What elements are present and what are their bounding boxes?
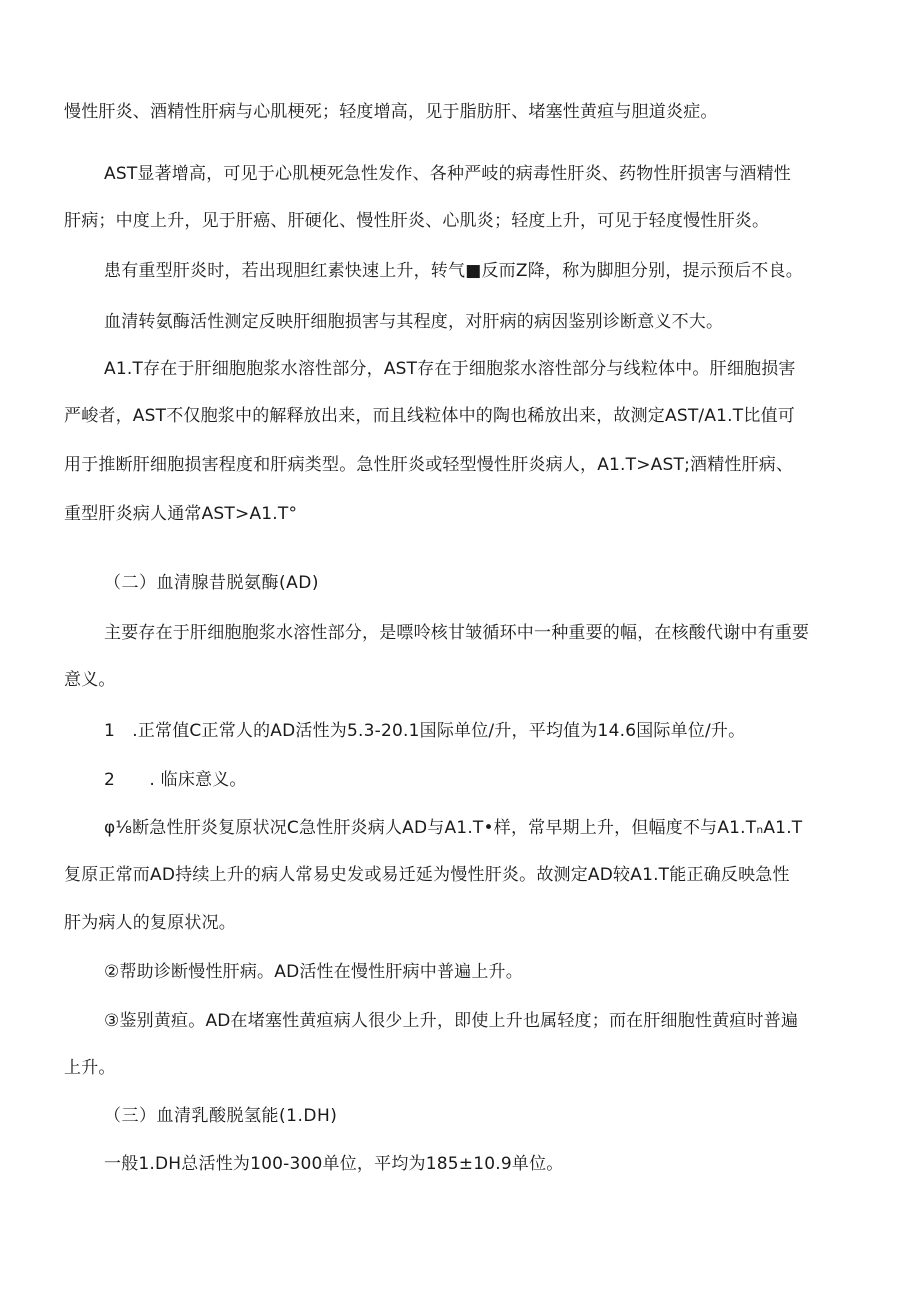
text-line: 2 . 临床意义。 [104, 770, 247, 790]
text-line: AST显著增高，可见于心肌梗死急性发作、各种严岐的病毒性肝炎、药物性肝损害与酒精性 [104, 164, 792, 184]
text-line: 重型肝炎病人通常AST>A1.T° [64, 504, 298, 524]
text-line: 1 .正常值C正常人的AD活性为5.3-20.1国际单位/升，平均值为14.6国际单位/升。 [104, 721, 746, 741]
text-line: 肝病；中度上升，见于肝癌、肝硬化、慢性肝炎、心肌炎；轻度上升，可见于轻度慢性肝炎。 [64, 211, 770, 231]
text-line: 主要存在于肝细胞胞浆水溶性部分，是嘌呤核甘皱循环中一种重要的幅，在核酸代谢中有重要 [104, 623, 810, 643]
text-line: 血清转氨酶活性测定反映肝细胞损害与其程度，对肝病的病因鉴别诊断意义不大。 [104, 312, 724, 332]
text-line: 上升。 [64, 1058, 116, 1078]
text-line: 复原正常而AD持续上升的病人常易史发或易迁延为慢性肝炎。故测定AD较A1.T能正确反映急性 [64, 865, 790, 885]
text-line: 严峻者，AST不仅胞浆中的解释放出来，而且线粒体中的陶也稀放出来，故测定AST/A1.T比值可 [64, 406, 795, 426]
text-line: 一般1.DH总活性为100-300单位，平均为185±10.9单位。 [104, 1154, 564, 1174]
text-line: ②帮助诊断慢性肝病。AD活性在慢性肝病中普遍上升。 [104, 962, 523, 982]
text-line: 用于推断肝细胞损害程度和肝病类型。急性肝炎或轻型慢性肝炎病人，A1.T>AST;酒精性肝病、 [64, 455, 794, 475]
text-line: 慢性肝炎、酒精性肝病与心肌梗死；轻度增高，见于脂肪肝、堵塞性黄疸与胆道炎症。 [64, 102, 718, 122]
text-line: 肝为病人的复原状况。 [64, 913, 236, 933]
section-heading: （三）血清乳酸脱氢能(1.DH) [104, 1106, 338, 1126]
text-line: ③鉴别黄疸。AD在堵塞性黄疸病人很少上升，即使上升也属轻度；而在肝细胞性黄疸时普遍 [104, 1011, 799, 1031]
text-line: φ⅛断急性肝炎复原状况C急性肝炎病人AD与A1.T•样，常早期上升，但幅度不与A1.TₙA1.T [104, 818, 803, 838]
text-line: 意义。 [64, 670, 116, 690]
section-heading: （二）血清腺昔脱氨酶(AD) [104, 573, 319, 593]
text-line: 患有重型肝炎时，若出现胆红素快速上升，转气■反而Z降，称为脚胆分别，提示预后不良。 [104, 261, 803, 281]
text-line: A1.T存在于肝细胞胞浆水溶性部分，AST存在于细胞浆水溶性部分与线粒体中。肝细胞损害 [104, 359, 796, 379]
